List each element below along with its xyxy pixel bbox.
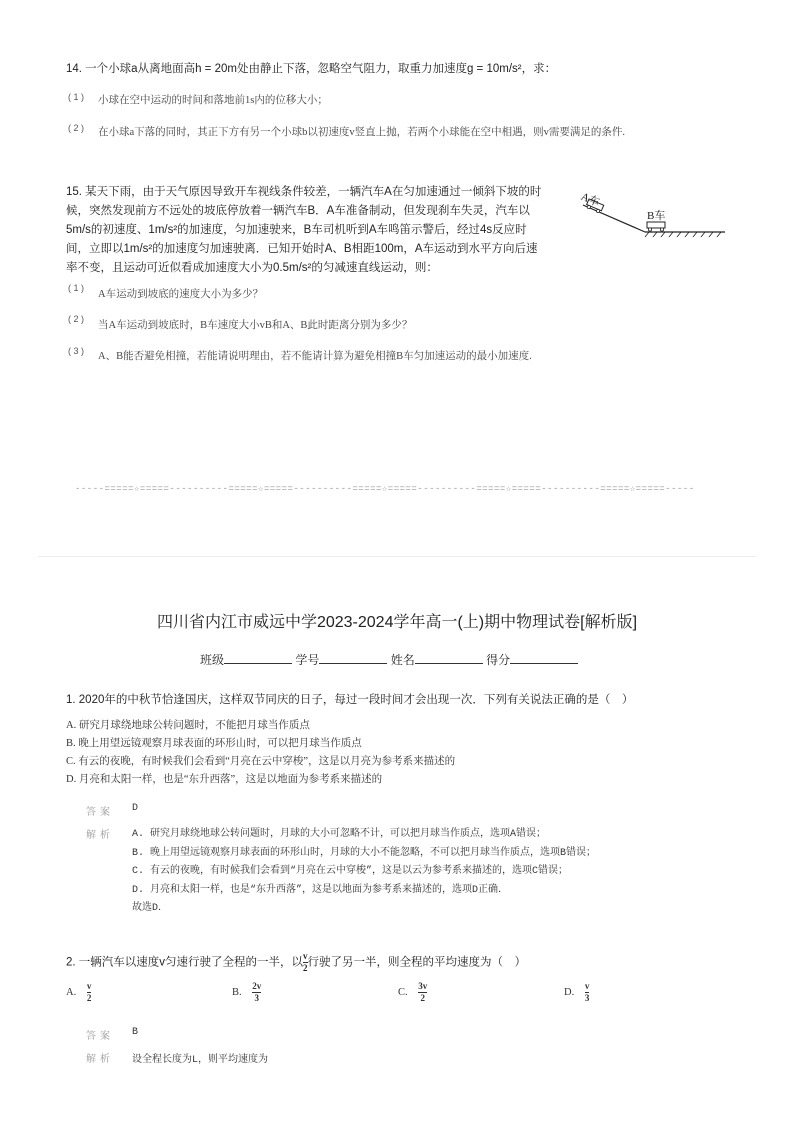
info-number-blank[interactable] (319, 651, 387, 664)
q1-stem: 1. 2020年的中秋节恰逢国庆，这样双节同庆的日子，每过一段时间才会出现一次．下列有关说法正确的是（ ） (66, 694, 634, 706)
q14-stem: 14. 一个小球a从离地面高h = 20m处由静止下落，忽略空气阻力，取重力加速度g = 10m/s²，求： (66, 63, 557, 75)
frac-denominator: 3 (254, 993, 260, 1003)
q1-answer: D (132, 803, 139, 814)
q14-part1-number: ( 1 ) (68, 92, 85, 102)
page-separator (38, 556, 756, 557)
q15-part1-number: ( 1 ) (68, 283, 85, 293)
q2-answer: B (132, 1027, 139, 1038)
frac-denominator: 2 (420, 993, 426, 1003)
q1-analysis (132, 826, 596, 919)
option-letter: C. (398, 986, 408, 998)
frac-denominator: 3 (584, 993, 590, 1003)
q1-analysis-line: 故选D． (132, 903, 169, 914)
frac-numerator: v (584, 981, 590, 991)
q1-option-d: D. 月亮和太阳一样，也是“东升西落”，这是以地面为参考系来描述的 (66, 774, 383, 785)
car-a-label: A车 (579, 190, 602, 210)
q15-part1-text: A车运动到坡底的速度大小为多少？ (98, 289, 264, 300)
info-name-blank[interactable] (415, 651, 483, 664)
option-fraction (87, 982, 92, 1003)
q2-option-a (66, 982, 91, 1003)
q15-part2-number: ( 2 ) (68, 314, 85, 324)
q15-part2-text: 当A车运动到坡底时，B车速度大小vB和A、B此时距离分别为多少？ (98, 320, 413, 331)
q15-stem-line: 候，突然发现前方不远处的坡底停放着一辆汽车B．A车准备制动，但发现刹车失灵，汽车以 (66, 205, 530, 217)
q1-analysis-line: A. 研究月球绕地球公转问题时，月球的大小可忽略不计，可以把月球当作质点，选项A错误； (132, 829, 547, 840)
frac-numerator: 2v (252, 981, 262, 991)
q15-stem-line: 间，立即以1m/s²的加速度匀加速驶离．已知开始时A、B相距100m，A车运动到水平方向后速 (66, 243, 538, 255)
option-letter: B. (232, 986, 242, 998)
option-fraction (418, 982, 427, 1003)
q15-stem (66, 183, 566, 278)
option-letter: A. (66, 986, 77, 998)
car-b-label: B车 (647, 210, 666, 222)
frac-denominator: 2 (86, 993, 92, 1003)
q2-option-d (564, 982, 589, 1003)
option-fraction (252, 982, 261, 1003)
info-name-label: 姓名 (390, 653, 415, 667)
q2-stem-text: 2. 一辆汽车以速度v匀速行驶了全程的一半，以 (66, 956, 304, 969)
q1-option-a: A. 研究月球绕地球公转问题时，不能把月球当作质点 (66, 720, 310, 731)
q15-stem-line: 15. 某天下雨，由于天气原因导致开车视线条件较差，一辆汽车A在匀加速通过一倾斜下坡的时 (66, 186, 542, 198)
option-fraction (585, 982, 590, 1003)
student-info-line (200, 651, 578, 668)
q15-stem-line: 率不变，且运动可近似看成加速度大小为0.5m/s²的匀减速直线运动，则： (66, 262, 438, 274)
q1-analysis-line: D. 月亮和太阳一样，也是“东升西落”，这是以地面为参考系来描述的，选项D正确． (132, 884, 509, 896)
q1-analysis-line: C. 有云的夜晚，有时候我们会看到“月亮在云中穿梭”，这是以云为参考系来描述的，选项C错误； (132, 866, 569, 877)
q1-analysis-line: B. 晚上用望远镜观察月球表面的环形山时，月球的大小不能忽略，不可以把月球当作质点，选项B错误； (132, 847, 597, 859)
q1-option-b: B. 晚上用望远镜观察月球表面的环形山时，可以把月球当作质点 (66, 738, 362, 749)
q2-stem-text-end: 行驶了另一半，则全程的平均速度为（ ） (307, 956, 527, 969)
option-letter: D. (564, 986, 575, 998)
q14-part2-text: 在小球a下落的同时，其正下方有另一个小球b以初速度v竖直上抛，若两个小球能在空中相遇，则v需要满足的条件. (98, 127, 626, 138)
info-class-blank[interactable] (224, 651, 292, 664)
info-score-label: 得分 (486, 653, 511, 667)
frac-denominator: 2 (303, 963, 308, 973)
q2-option-b (232, 982, 261, 1003)
q1-option-c: C. 有云的夜晚，有时候我们会看到“月亮在云中穿梭”，这是以月亮为参考系来描述的 (66, 756, 456, 767)
q14-part2-number: ( 2 ) (68, 123, 85, 133)
info-score-blank[interactable] (510, 651, 578, 664)
frac-numerator: 3v (418, 981, 428, 991)
frac-numerator: v (303, 951, 308, 961)
info-class-label: 班级 (200, 653, 225, 667)
q1-answer-label: 答案 (86, 807, 114, 818)
decorative-divider: -----=====☆=====----------=====☆=====----------=====☆=====----------=====☆=====----------=====☆=====----- (75, 484, 695, 494)
q2-analysis: 设全程长度为L，则平均速度为 (132, 1055, 269, 1066)
q14-part1-text: 小球在空中运动的时间和落地前1s内的位移大小； (98, 95, 328, 106)
q15-stem-line: 5m/s的初速度、1m/s²的加速度，匀加速驶来，B车司机听到A车鸣笛示警后，经过4s反应时 (66, 224, 527, 236)
q2-analysis-label: 解析 (86, 1054, 114, 1065)
q2-option-c (398, 982, 427, 1003)
q2-stem (66, 952, 526, 973)
exam-title: 四川省内江市威远中学2023-2024学年高一(上)期中物理试卷[解析版] (156, 614, 638, 631)
q1-analysis-label: 解析 (86, 830, 114, 841)
frac-numerator: v (86, 981, 92, 991)
q2-answer-label: 答案 (86, 1031, 114, 1042)
q15-part3-text: A、B能否避免相撞，若能请说明理由，若不能请计算为避免相撞B车匀加速运动的最小加速度. (98, 351, 532, 362)
info-number-label: 学号 (295, 653, 320, 667)
q15-part3-number: ( 3 ) (68, 346, 85, 356)
